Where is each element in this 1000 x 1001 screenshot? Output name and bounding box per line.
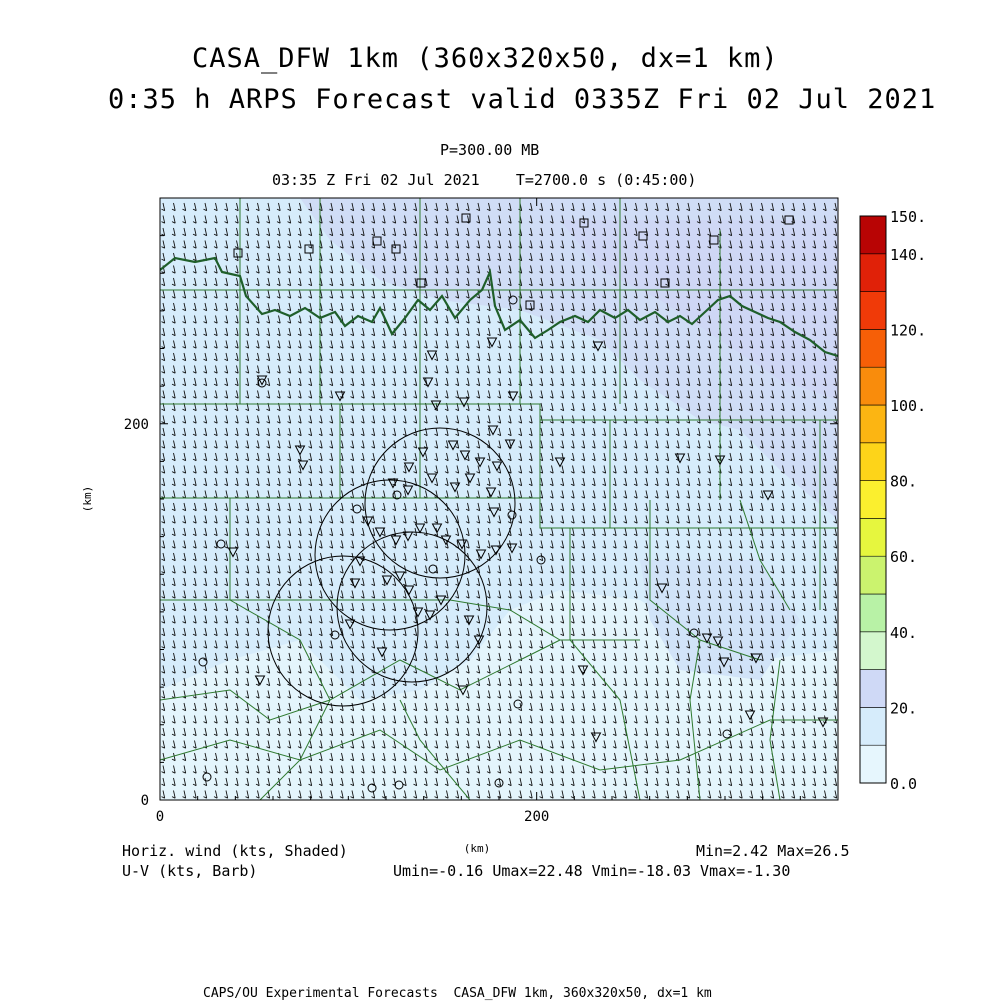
colorbar-bin (860, 405, 886, 443)
footer-left-1: Horiz. wind (kts, Shaded) (122, 842, 348, 860)
colorbar-bin (860, 216, 886, 254)
credit-line: CAPS/OU Experimental Forecasts CASA_DFW 1km, 360x320x50, dx=1 km (203, 986, 712, 1001)
footer-right-1: Min=2.42 Max=26.5 (696, 842, 850, 860)
colorbar-tick-label: 150. (890, 208, 927, 226)
colorbar-bin (860, 443, 886, 481)
colorbar-tick-label: 120. (890, 321, 927, 340)
x-axis-label: (km) (463, 842, 491, 855)
colorbar-tick-label: 0.0 (890, 775, 918, 793)
x-tick-label: 0 (155, 809, 165, 825)
colorbar (860, 208, 926, 793)
colorbar-bin (860, 481, 886, 519)
footer-right-2: Umin=-0.16 Umax=22.48 Vmin=-18.03 Vmax=-1.30 (393, 862, 791, 880)
colorbar-bin (860, 518, 886, 556)
colorbar-tick-label: 20. (890, 699, 918, 718)
colorbar-bin (860, 670, 886, 708)
colorbar-tick-label: 40. (890, 623, 918, 642)
colorbar-tick-label: 60. (890, 548, 918, 567)
plot-area (160, 198, 838, 800)
colorbar-bin (860, 745, 886, 783)
colorbar-bin (860, 594, 886, 632)
colorbar-bin (860, 632, 886, 670)
colorbar-tick-label: 100. (890, 397, 927, 415)
chart-title-line1: CASA_DFW 1km (360x320x50, dx=1 km) (192, 43, 779, 74)
colorbar-bin (860, 556, 886, 594)
chart-title-line2: 0:35 h ARPS Forecast valid 0335Z Fri 02 Jul 2021 (108, 84, 937, 115)
footer-left-2: U-V (kts, Barb) (122, 862, 258, 880)
time-label: 03:35 Z Fri 02 Jul 2021 T=2700.0 s (0:45:00) (272, 171, 697, 189)
y-tick-label: 0 (140, 793, 149, 809)
level-label: P=300.00 MB (440, 141, 540, 159)
colorbar-tick-label: 140. (890, 245, 927, 264)
x-tick-label: 200 (524, 809, 550, 825)
colorbar-tick-label: 80. (890, 472, 918, 491)
colorbar-bin (860, 254, 886, 292)
colorbar-bin (860, 292, 886, 330)
colorbar-bin (860, 707, 886, 745)
y-tick-label: 200 (123, 416, 149, 433)
y-axis-label: (km) (81, 485, 94, 513)
colorbar-bin (860, 367, 886, 405)
colorbar-bin (860, 329, 886, 367)
